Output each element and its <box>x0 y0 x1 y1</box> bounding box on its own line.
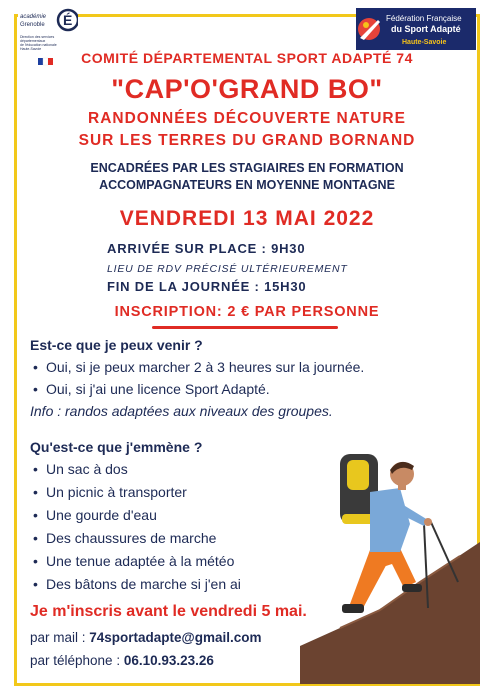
arrival-time: ARRIVÉE SUR PLACE : 9H30 <box>107 241 306 256</box>
bring-item: • Des bâtons de marche si j'en ai <box>46 576 241 592</box>
bring-item: • Une gourde d'eau <box>46 507 157 523</box>
svg-text:Haute-Savoie: Haute-Savoie <box>402 39 447 46</box>
contact-mail <box>30 630 262 645</box>
ffsa-logo-graphic <box>356 8 476 50</box>
svg-text:Fédération Française: Fédération Française <box>386 14 462 23</box>
subtitle-line-1: RANDONNÉES DÉCOUVERTE NATURE <box>88 110 406 127</box>
phone-prefix: par téléphone : <box>30 653 124 668</box>
event-title: "CAP'O'GRAND BO" <box>111 74 383 104</box>
svg-text:Direction des services: Direction des services <box>20 35 55 39</box>
bring-item: • Une tenue adaptée à la météo <box>46 553 234 569</box>
can-i-come-item: • Oui, si je peux marcher 2 à 3 heures sur la journée. <box>46 359 364 375</box>
svg-text:départementaux: départementaux <box>20 39 46 43</box>
inscription-price: INSCRIPTION: 2 € PAR PERSONNE <box>114 304 380 320</box>
phone-number[interactable]: 06.10.93.23.26 <box>123 653 214 668</box>
mail-address[interactable]: 74sportadapte@gmail.com <box>89 630 262 645</box>
what-to-bring-question: Qu'est-ce que j'emmène ? <box>30 439 203 455</box>
svg-text:du Sport Adapté: du Sport Adapté <box>391 24 461 34</box>
subtitle-line-2: SUR LES TERRES DU GRAND BORNAND <box>78 132 416 149</box>
framed-by-line-1: ENCADRÉES PAR LES STAGIAIRES EN FORMATION <box>90 161 404 175</box>
contact-phone <box>30 653 214 668</box>
can-i-come-item: • Oui, si j'ai une licence Sport Adapté. <box>46 381 270 397</box>
svg-text:Haute-Savoie: Haute-Savoie <box>20 47 42 51</box>
can-i-come-question: Est-ce que je peux venir ? <box>30 337 203 353</box>
svg-text:académie: académie <box>20 14 47 20</box>
hiker-illustration <box>300 432 480 684</box>
framed-by-line-2: ACCOMPAGNATEURS EN MOYENNE MONTAGNE <box>99 178 395 192</box>
ffsa-logo <box>356 8 476 50</box>
bring-item: • Un picnic à transporter <box>46 484 187 500</box>
svg-text:É: É <box>63 12 73 28</box>
svg-text:Grenoble: Grenoble <box>20 22 45 28</box>
svg-text:de l'éducation nationale: de l'éducation nationale <box>20 43 57 47</box>
bring-item: • Un sac à dos <box>46 461 128 477</box>
meeting-place: LIEU DE RDV PRÉCISÉ ULTÉRIEUREMENT <box>107 263 348 275</box>
committee-name: COMITÉ DÉPARTEMENTAL SPORT ADAPTÉ 74 <box>81 50 413 66</box>
mail-prefix: par mail : <box>30 630 90 645</box>
inscription-underline <box>152 326 338 329</box>
groups-info: Info : randos adaptées aux niveaux des groupes. <box>30 403 333 419</box>
registration-deadline: Je m'inscris avant le vendredi 5 mai. <box>30 603 307 620</box>
event-date: VENDREDI 13 MAI 2022 <box>119 207 375 230</box>
bring-item: • Des chaussures de marche <box>46 530 216 546</box>
end-time: FIN DE LA JOURNÉE : 15H30 <box>107 279 307 294</box>
